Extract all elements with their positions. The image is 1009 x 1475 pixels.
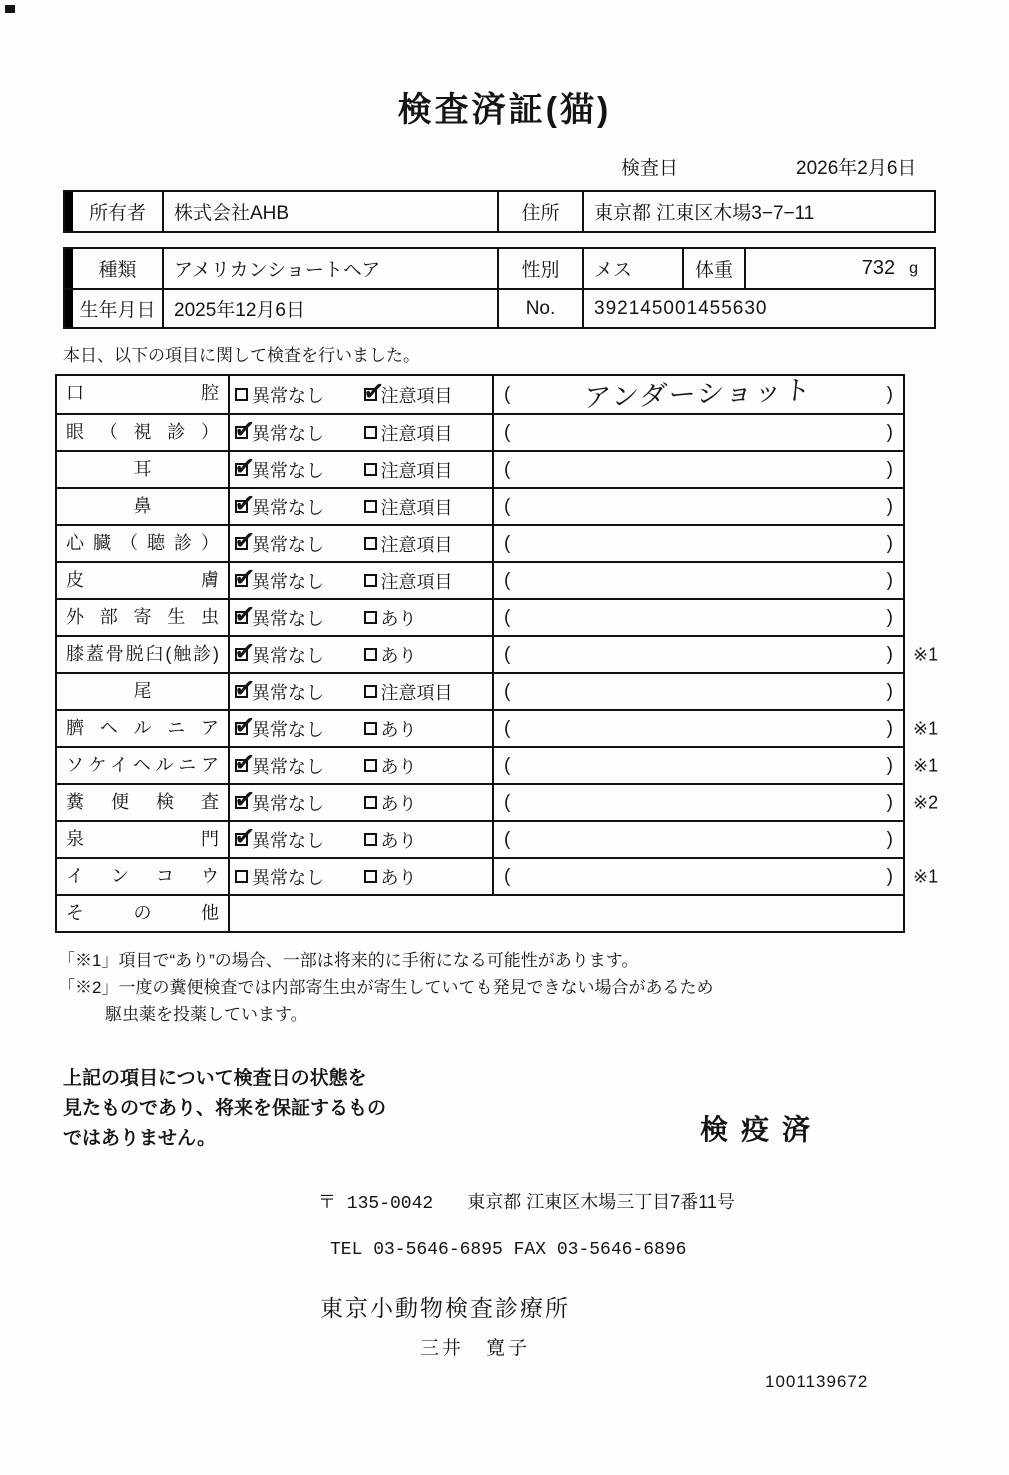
checkbox-present-label: あり [380,793,417,814]
paren-open: ( [504,569,511,591]
checkbox-caution [364,537,377,550]
note-cell [492,822,903,857]
handwritten-note: アンダーショット [582,374,814,414]
checkbox-present [364,722,377,735]
item-checks [230,711,492,746]
checkbox-normal [235,500,248,513]
paren-close: ) [886,865,893,887]
items-table-wrap [55,374,939,933]
paren-open: ( [504,421,511,443]
checkbox-normal [235,833,248,846]
item-checks [230,859,492,894]
checkbox-caution-label: 注意項目 [380,385,453,406]
item-checks [230,600,492,635]
item-checks [230,489,492,524]
paren-open: ( [504,865,511,887]
items-table [55,374,939,933]
scan-artifact [5,5,15,13]
footnote-mark: ※1 [913,866,939,886]
checkbox-normal [235,611,248,624]
checkbox-caution-label: 注意項目 [380,682,453,703]
postal-code: 〒 135-0042 [318,1194,434,1214]
paren-close: ) [886,828,893,850]
checkbox-normal-label: 異常なし [252,867,324,888]
checkbox-present [364,796,377,809]
checkbox-normal [235,426,248,439]
paren-close: ) [886,680,893,702]
checkbox-caution [364,685,377,698]
item-checks [230,822,492,857]
item-row-umbilical-hernia [57,709,939,746]
other-empty-cell [230,896,903,931]
weight-value: 732 [861,257,896,279]
footnote-mark: ※2 [913,792,939,812]
checkbox-present [364,759,377,772]
tel-fax: TEL 03-5646-6895 FAX 03-5646-6896 [330,1240,687,1260]
checkbox-present-label: あり [380,719,417,740]
item-row-fontanelle [57,820,903,857]
note-cell [492,711,903,746]
checkbox-present-label: あり [380,867,417,888]
note-cell [492,637,903,672]
checkbox-present-label: あり [380,830,417,851]
paren-close: ) [886,383,893,405]
sex-value: メス [582,249,682,288]
examiner-name: 三井 寛子 [420,1338,531,1359]
checkbox-normal [235,388,248,401]
clinic-address: 東京都 江東区木場三丁目7番11号 [467,1192,735,1212]
checkbox-caution-label: 注意項目 [380,423,453,444]
paren-open: ( [504,754,511,776]
owner-label: 所有者 [65,192,162,231]
item-row-cryptorchidism [57,857,939,894]
checkbox-caution-label: 注意項目 [380,571,453,592]
note-cell [492,785,903,820]
item-row-eyes [57,413,903,450]
item-checks [230,674,492,709]
note-cell [492,526,903,561]
checkbox-caution-label: 注意項目 [380,497,453,518]
item-label: 膝蓋骨脱臼(触診) [57,637,230,672]
item-row-inguinal-hernia [57,746,939,783]
item-label: 口腔 [57,376,230,413]
birthdate-value: 2025年12月6日 [162,290,497,327]
checkbox-present [364,833,377,846]
note-cell [492,376,903,413]
paren-close: ) [886,717,893,739]
footnote-mark: ※1 [913,755,939,775]
breed-label: 種類 [65,249,162,288]
paren-open: ( [504,828,511,850]
exam-date-value: 2026年2月6日 [796,158,917,179]
note-cell [492,748,903,783]
item-row-skin [57,561,903,598]
item-label: 臍ヘルニア [57,711,230,746]
checkbox-normal-label: 異常なし [252,534,324,555]
item-row-fecal-exam [57,783,939,820]
item-checks [230,526,492,561]
checkbox-normal [235,722,248,735]
clinic-name: 東京小動物検査診療所 [320,1295,570,1321]
note-cell [492,563,903,598]
checkbox-normal-label: 異常なし [252,460,324,481]
note-cell [492,452,903,487]
animal-table [63,247,936,329]
owner-value: 株式会社AHB [162,192,497,231]
paren-open: ( [504,532,511,554]
footnote-mark: ※1 [913,718,939,738]
checkbox-normal [235,870,248,883]
owner-table [63,190,936,233]
paren-close: ) [886,458,893,480]
weight-unit: g [909,259,918,277]
item-label: 心臓（聴診） [57,526,230,561]
paren-open: ( [504,717,511,739]
item-row-patella [57,635,939,672]
breed-value: アメリカンショートヘア [162,249,497,288]
checkbox-normal-label: 異常なし [252,385,324,406]
checkbox-caution-label: 注意項目 [380,460,453,481]
item-label: 皮膚 [57,563,230,598]
paren-open: ( [504,606,511,628]
checkbox-present [364,870,377,883]
item-label: 尾 [57,674,230,709]
item-row-tail [57,672,903,709]
item-checks [230,748,492,783]
item-checks [230,452,492,487]
item-row-ectoparasites [57,598,903,635]
paren-open: ( [504,383,511,405]
checkbox-caution-label: 注意項目 [380,534,453,555]
checkbox-normal [235,648,248,661]
disclaimer-block [63,1064,1009,1160]
item-label: インコウ [57,859,230,894]
item-checks [230,637,492,672]
checkbox-normal-label: 異常なし [252,682,324,703]
checkbox-present-label: あり [380,645,417,666]
paren-open: ( [504,791,511,813]
checkbox-normal [235,574,248,587]
checkbox-normal-label: 異常なし [252,756,324,777]
checkbox-normal [235,537,248,550]
exam-date-row [63,153,936,180]
checkbox-caution [364,574,377,587]
paren-open: ( [504,458,511,480]
item-checks [230,376,492,413]
item-row-other [57,894,903,931]
item-checks [230,785,492,820]
item-row-oral [57,376,903,413]
item-checks [230,415,492,450]
paren-open: ( [504,680,511,702]
paren-close: ) [886,495,893,517]
footnote-2-cont: 駆虫薬を投薬しています。 [105,1005,308,1024]
checkbox-caution [364,500,377,513]
checkbox-present [364,648,377,661]
checkbox-normal-label: 異常なし [252,645,324,666]
quarantine-stamp: 検疫済 [700,1114,824,1145]
item-row-heart [57,524,903,561]
no-value: 392145001455630 [582,290,934,327]
item-label: その他 [57,896,230,931]
checkbox-present-label: あり [380,756,417,777]
footnote-1: 「※1」項目で“あり”の場合、一部は将来的に手術になる可能性があります。 [58,951,639,970]
item-row-ears [57,450,903,487]
checkbox-normal [235,685,248,698]
birthdate-label: 生年月日 [65,290,162,327]
item-label: 眼（視診） [57,415,230,450]
checkbox-normal [235,463,248,476]
note-cell [492,674,903,709]
weight-cell [744,249,934,288]
item-label: 外部寄生虫 [57,600,230,635]
item-label: ソケイヘルニア [57,748,230,783]
paren-close: ) [886,643,893,665]
footnote-2: 「※2」一度の糞便検査では内部寄生虫が寄生していても発見できない場合があるため [58,978,714,997]
address-value: 東京都 江東区木場3−7−11 [582,192,934,231]
page-title: 検査済証(猫) [397,91,612,129]
checkbox-normal-label: 異常なし [252,497,324,518]
owner-row [65,192,934,231]
footnote-mark: ※1 [913,644,939,664]
checkbox-normal-label: 異常なし [252,719,324,740]
paren-close: ) [886,569,893,591]
intro-text: 本日、以下の項目に関して検査を行いました。 [63,346,420,365]
sex-label: 性別 [497,249,582,288]
checkbox-normal-label: 異常なし [252,423,324,444]
checkbox-present-label: あり [380,608,417,629]
disclaimer-line3: ではありません。 [63,1128,217,1149]
checkbox-normal-label: 異常なし [252,571,324,592]
note-cell [492,489,903,524]
checkbox-normal-label: 異常なし [252,793,324,814]
note-cell [492,859,903,894]
checkbox-normal-label: 異常なし [252,830,324,851]
item-label: 鼻 [57,489,230,524]
exam-date-label: 検査日 [620,158,678,179]
no-label: No. [497,290,582,327]
item-checks [230,563,492,598]
clinic-address-line [318,1188,1009,1214]
note-cell [492,415,903,450]
paren-close: ) [886,754,893,776]
serial-number: 1001139672 [765,1372,869,1391]
item-row-nose [57,487,903,524]
disclaimer-line2: 見たものであり、将来を保証するもの [63,1098,387,1119]
item-label: 泉門 [57,822,230,857]
address-label: 住所 [497,192,582,231]
item-label: 耳 [57,452,230,487]
disclaimer-line1: 上記の項目について検査日の状態を [63,1068,367,1089]
checkbox-normal-label: 異常なし [252,608,324,629]
checkbox-caution [364,426,377,439]
checkbox-normal [235,759,248,772]
checkbox-normal [235,796,248,809]
note-cell [492,600,903,635]
checkbox-caution [364,463,377,476]
paren-open: ( [504,643,511,665]
checkbox-present [364,611,377,624]
paren-close: ) [886,791,893,813]
birth-row [65,288,934,327]
weight-label: 体重 [682,249,744,288]
paren-close: ) [886,421,893,443]
item-label: 糞便検査 [57,785,230,820]
footnotes [58,947,1009,1028]
paren-close: ) [886,606,893,628]
paren-open: ( [504,495,511,517]
paren-close: ) [886,532,893,554]
checkbox-caution [364,388,377,401]
breed-row [65,249,934,288]
